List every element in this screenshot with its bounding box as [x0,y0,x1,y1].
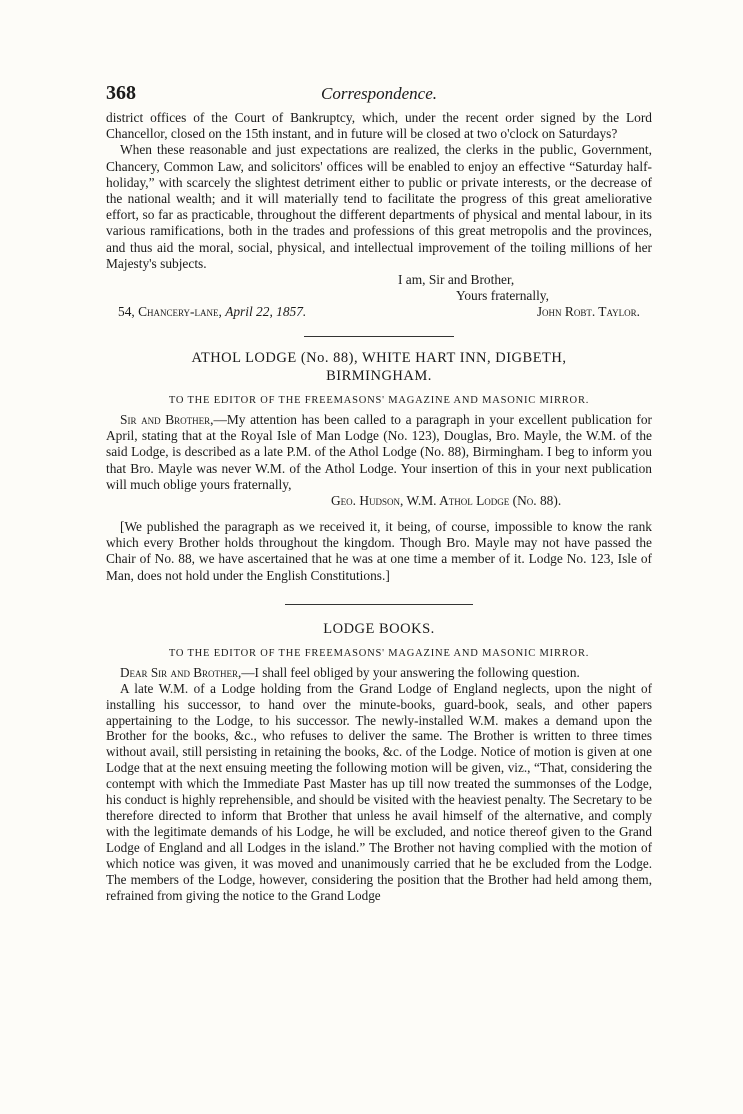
paragraph: When these reasonable and just expectations are realized, the clerks in the public, Government, Chancery, Common Law, and solicitors' offices will be enabled to enjoy an effective “Saturday half-holiday,” with scarcely the slightest detriment either to public or private interests, or the decrease of the national wealth; and it will materially tend to facilitate the progress of this great ameliorative effort, so far as practicable, throughout the different departments of physical and mental labour, in its various ramifications, both in the trades and professions of this great metropolis and the provinces, and thus aid the moral, social, physical, and intellectual improvement of the toiling millions of her Majesty's subjects. [106,142,652,271]
signature: Geo. Hudson, W.M. Athol Lodge (No. 88). [331,493,562,509]
letter-saturday-half-holiday [106,110,652,320]
letter-athol-lodge [106,349,652,584]
section-divider [285,604,473,605]
letter-lodge-books [106,621,652,904]
section-title: LODGE BOOKS. [323,620,435,637]
closing-line: Yours fraternally, [456,288,549,304]
section-title: ATHOL LODGE (No. 88), WHITE HART INN, DIGBETH, [191,350,567,367]
editor-address: TO THE EDITOR OF THE FREEMASONS' MAGAZINE AND MASONIC MIRROR. [168,395,590,407]
running-title: Correspondence. [321,84,437,103]
date: April 22, 1857. [225,304,307,320]
closing-line: I am, Sir and Brother, [398,272,515,288]
editor-address: TO THE EDITOR OF THE FREEMASONS' MAGAZINE AND MASONIC MIRROR. [168,647,590,659]
page-number: 368 [106,82,136,104]
section-title: BIRMINGHAM. [326,368,432,385]
salutation: Dear Sir and Brother, [120,664,242,680]
signature: John Robt. Taylor. [536,304,640,320]
salutation: Sir and Brother, [120,412,214,428]
letter-body: —My attention has been called to a paragraph in your excellent publication for April, stating that at the Royal Isle of Man Lodge (No. 123), Douglas, Bro. Mayle, the W.M. of the said Lodge, is described as a late P.M. of the Athol Lodge (No. 88), Birmingham. I beg to inform you that Bro. Mayle was never W.M. of the Athol Lodge. Your insertion of this in your next publication will much oblige yours fraternally, [106,412,652,492]
document-page [106,82,652,903]
paragraph [106,412,652,493]
address: 54, Chancery-lane, [118,304,222,320]
section-divider [304,336,454,337]
page-header [106,82,652,110]
paragraph: district offices of the Court of Bankruptcy, which, under the recent order signed by the Lord Chancellor, closed on the 15th instant, and in future will be closed at two o'clock on Saturdays? [106,110,652,142]
paragraph: A late W.M. of a Lodge holding from the Grand Lodge of England neglects, upon the night of installing his successor, to hand over the minute-books, guard-book, seals, and other papers appertaining to the Lodge, to his successor. The newly-installed W.M. makes a demand upon the Brother for the books, &c., who refuses to deliver the same. The Brother is written to three times without avail, still persisting in retaining the books, &c. of the Lodge. Notice of motion is given at one Lodge that at the next ensuing meeting the following motion will be given, viz., “That, considering the contempt with which the Immediate Past Master has up till now treated the summonses of the Lodge, his conduct is highly reprehensible, and should be visited with the heaviest penalty. The Secretary to be therefore directed to inform that Brother that unless he avail himself of the alternative, and comply with the legitimate demands of his Lodge, he will be excluded, and notice thereof given to the Grand Lodge of England and all Lodges in the island.” The Brother not having complied with the motion of which notice was given, it was moved and unanimously carried that he be excluded from the Lodge. The members of the Lodge, however, considering the position that the Brother had held among them, refrained from giving the notice to the Grand Lodge [106,680,652,903]
address-date [118,304,306,320]
paragraph [106,665,652,681]
letter-opening: —I shall feel obliged by your answering the following question. [241,664,580,680]
editor-note: [We published the paragraph as we received it, it being, of course, impossible to know the rank which every Brother holds throughout the kingdom. Though Bro. Mayle may not have passed the Chair of No. 88, we have ascertained that he was at one time a member of it. Lodge No. 123, Isle of Man, does not hold under the English Constitutions.] [106,519,652,583]
signature-line [106,304,652,320]
